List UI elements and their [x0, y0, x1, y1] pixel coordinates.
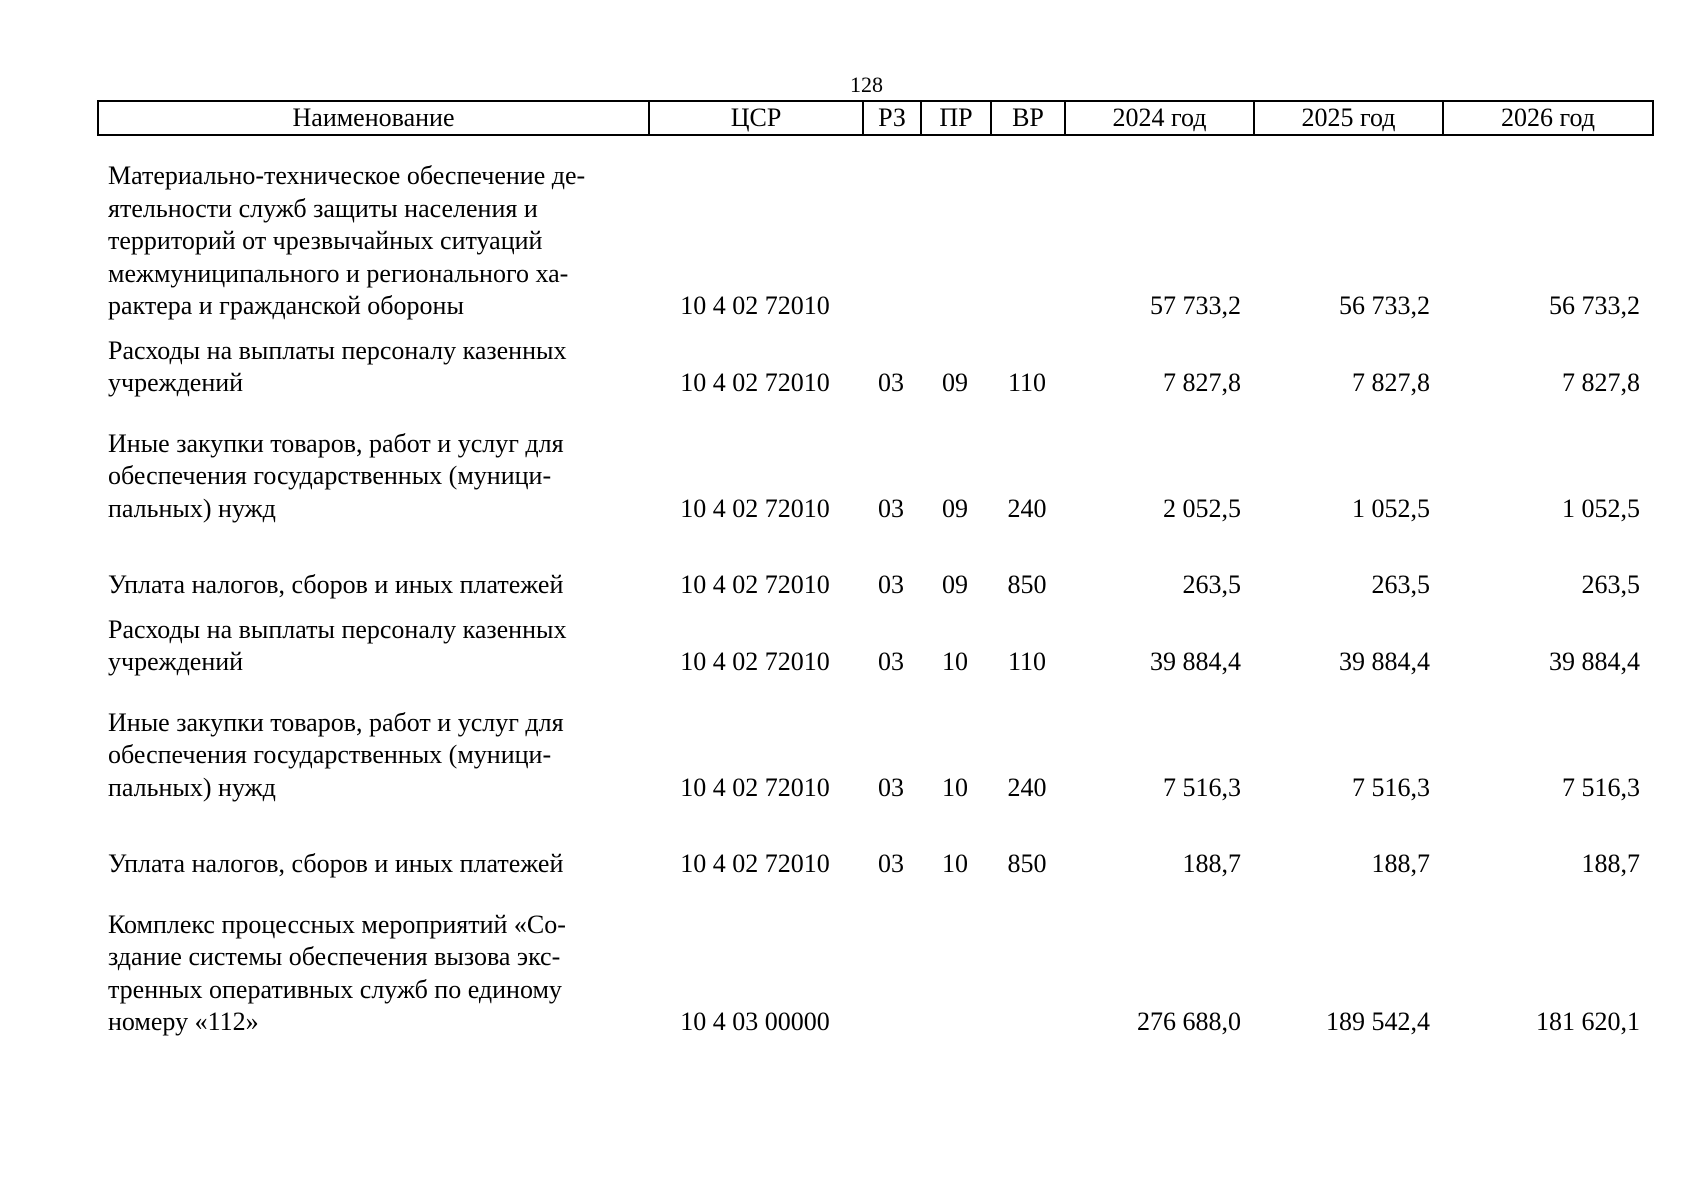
table-header: [97, 100, 1654, 136]
row-csr: 10 4 02 72010: [680, 570, 830, 599]
table-row: [97, 909, 1652, 1039]
row-rz: 03: [878, 849, 904, 878]
row-rz: 03: [878, 570, 904, 599]
table-row: [97, 160, 1652, 323]
row-2025: 39 884,4: [1339, 647, 1430, 676]
row-2025: 189 542,4: [1326, 1007, 1430, 1036]
row-2025: 7 516,3: [1352, 772, 1430, 802]
row-csr: 10 4 02 72010: [680, 493, 830, 523]
row-vr: 850: [1007, 570, 1047, 599]
row-2024: 7 827,8: [1163, 368, 1241, 397]
row-csr: 10 4 02 72010: [680, 291, 830, 320]
table-row: [97, 848, 1652, 881]
table-body: [97, 160, 1652, 1039]
row-rz: 03: [878, 647, 904, 676]
row-2026: 1 052,5: [1562, 493, 1640, 523]
row-name: Материально-техническое обеспечение де- ятельности служб защиты населения и территорий от чрезвычайных ситуаций межмуниципального и регионального ха- рактера и гражданской обороны: [108, 161, 586, 320]
row-pr: 10: [942, 647, 968, 676]
header-vr: ВР: [991, 101, 1065, 135]
row-2026: 263,5: [1581, 570, 1640, 599]
row-2026: 181 620,1: [1536, 1007, 1640, 1036]
row-2026: 56 733,2: [1549, 291, 1640, 320]
row-2025: 56 733,2: [1339, 291, 1430, 320]
row-2025: 188,7: [1371, 849, 1430, 878]
table-row: [97, 428, 1652, 526]
row-csr: 10 4 02 72010: [680, 849, 830, 878]
row-pr: 09: [942, 368, 968, 397]
row-2024: 57 733,2: [1150, 291, 1241, 320]
row-name: Иные закупки товаров, работ и услуг для обеспечения государственных (муници- пальных) нужд: [108, 428, 564, 523]
row-pr: [920, 160, 990, 323]
header-2026: 2026 год: [1443, 101, 1653, 135]
row-2026: 7 516,3: [1562, 772, 1640, 802]
row-name: Расходы на выплаты персоналу казенных учреждений: [108, 614, 567, 676]
row-pr: [920, 909, 990, 1039]
row-rz: 03: [878, 772, 904, 802]
row-name: Иные закупки товаров, работ и услуг для обеспечения государственных (муници- пальных) нужд: [108, 707, 564, 802]
row-2024: 276 688,0: [1137, 1007, 1241, 1036]
row-vr: 110: [1007, 647, 1047, 676]
table-row: [97, 335, 1652, 400]
header-rz: РЗ: [863, 101, 921, 135]
row-rz: 03: [878, 368, 904, 397]
row-2024: 188,7: [1182, 849, 1241, 878]
row-2024: 2 052,5: [1163, 493, 1241, 523]
row-2024: 7 516,3: [1163, 772, 1241, 802]
row-csr: 10 4 02 72010: [680, 647, 830, 676]
header-pr: ПР: [921, 101, 991, 135]
row-2024: 39 884,4: [1150, 647, 1241, 676]
row-name: Комплекс процессных мероприятий «Со- здание системы обеспечения вызова экс- тренных оперативных служб по единому номеру «112»: [108, 909, 566, 1036]
header-2024: 2024 год: [1065, 101, 1254, 135]
row-2025: 7 827,8: [1352, 368, 1430, 397]
row-rz: 03: [878, 493, 904, 523]
row-vr: 850: [1007, 849, 1047, 878]
page-number: 128: [850, 72, 883, 97]
table-row: [97, 569, 1652, 602]
header-name: Наименование: [98, 101, 649, 135]
row-2026: 188,7: [1581, 849, 1640, 878]
row-vr: 110: [1007, 368, 1047, 397]
row-vr: [990, 160, 1064, 323]
row-2026: 7 827,8: [1562, 368, 1640, 397]
row-rz: [862, 160, 920, 323]
table-row: [97, 707, 1652, 805]
row-name: Уплата налогов, сборов и иных платежей: [108, 570, 564, 599]
row-vr: [990, 909, 1064, 1039]
row-2026: 39 884,4: [1549, 647, 1640, 676]
row-pr: 10: [942, 772, 968, 802]
row-csr: 10 4 02 72010: [680, 368, 830, 397]
row-csr: 10 4 03 00000: [680, 1007, 830, 1036]
row-pr: 09: [942, 493, 968, 523]
row-2025: 1 052,5: [1352, 493, 1430, 523]
row-name: Расходы на выплаты персоналу казенных учреждений: [108, 335, 567, 397]
header-2025: 2025 год: [1254, 101, 1443, 135]
row-2025: 263,5: [1371, 570, 1430, 599]
row-name: Уплата налогов, сборов и иных платежей: [108, 849, 564, 878]
row-vr: 240: [1007, 493, 1047, 523]
row-vr: 240: [1007, 772, 1047, 802]
row-rz: [862, 909, 920, 1039]
table-row: [97, 614, 1652, 679]
row-pr: 10: [942, 849, 968, 878]
header-csr: ЦСР: [649, 101, 863, 135]
row-pr: 09: [942, 570, 968, 599]
row-2024: 263,5: [1182, 570, 1241, 599]
row-csr: 10 4 02 72010: [680, 772, 830, 802]
